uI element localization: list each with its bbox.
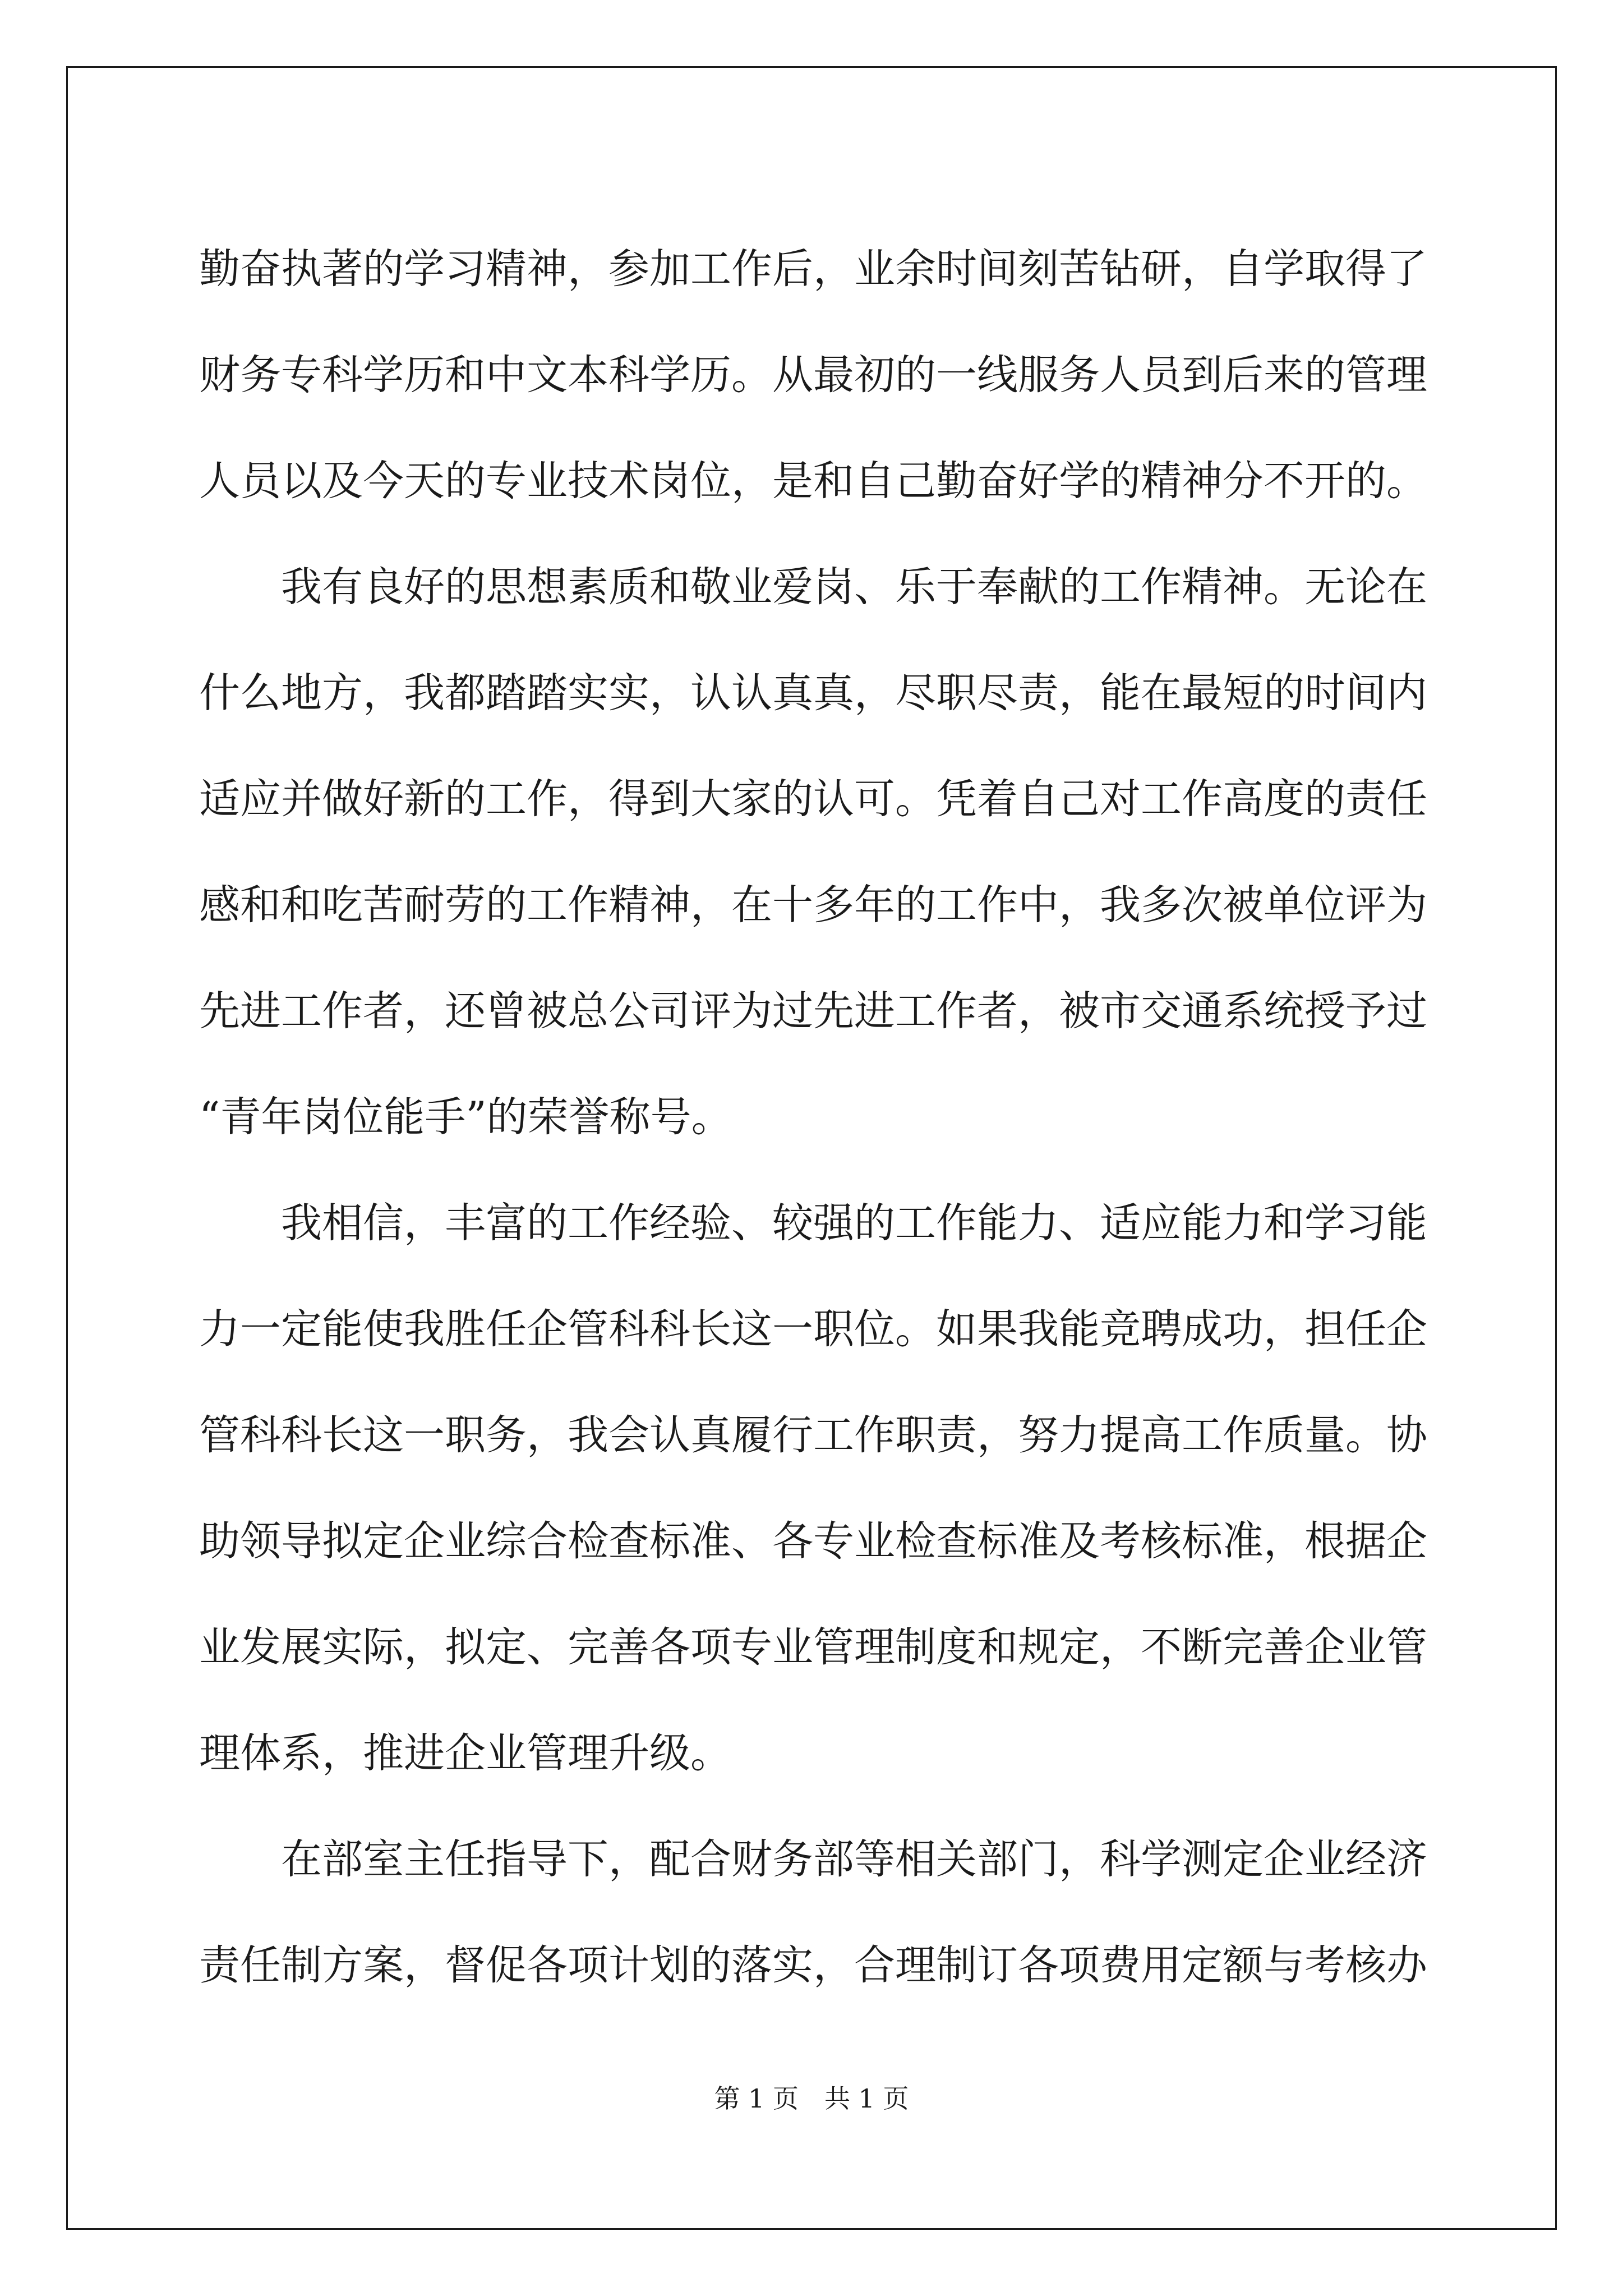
paragraph-1: [199, 216, 1427, 534]
document-body: [199, 216, 1427, 2018]
text-line: 业发展实际，拟定、完善各项专业管理制度和规定，不断完善企业管: [199, 1623, 1427, 1671]
text-line: 力一定能使我胜任企管科科长这一职位。如果我能竞聘成功，担任企: [199, 1305, 1427, 1353]
paragraph-4: [199, 1806, 1427, 2018]
page-footer: 第 1 页 共 1 页: [714, 2083, 909, 2114]
text-line: 先进工作者，还曾被总公司评为过先进工作者，被市交通系统授予过: [199, 987, 1427, 1035]
paragraph-2: [199, 534, 1427, 1170]
text-line: 在部室主任指导下，配合财务部等相关部门，科学测定企业经济: [281, 1835, 1427, 1883]
text-line: 什么地方，我都踏踏实实，认认真真，尽职尽责，能在最短的时间内: [199, 669, 1427, 717]
text-line: 我有良好的思想素质和敬业爱岗、乐于奉献的工作精神。无论在: [281, 563, 1427, 611]
text-line: “青年岗位能手”的荣誉称号。: [199, 1093, 732, 1141]
text-line: 助领导拟定企业综合检查标准、各专业检查标准及考核标准，根据企: [199, 1517, 1427, 1565]
text-line: 责任制方案，督促各项计划的落实，合理制订各项费用定额与考核办: [199, 1941, 1427, 1989]
text-line: 理体系，推进企业管理升级。: [199, 1729, 731, 1777]
text-line: 感和和吃苦耐劳的工作精神，在十多年的工作中，我多次被单位评为: [199, 881, 1427, 929]
text-line: 适应并做好新的工作，得到大家的认可。凭着自己对工作高度的责任: [199, 775, 1427, 823]
text-line: 我相信，丰富的工作经验、较强的工作能力、适应能力和学习能: [281, 1199, 1427, 1247]
text-line: 人员以及今天的专业技术岗位，是和自己勤奋好学的精神分不开的。: [199, 457, 1427, 505]
paragraph-3: [199, 1170, 1427, 1806]
text-line: 管科科长这一职务，我会认真履行工作职责，努力提高工作质量。协: [199, 1411, 1427, 1459]
text-line: 勤奋执著的学习精神，参加工作后，业余时间刻苦钻研，自学取得了: [199, 245, 1427, 293]
text-line: 财务专科学历和中文本科学历。从最初的一线服务人员到后来的管理: [199, 351, 1427, 399]
